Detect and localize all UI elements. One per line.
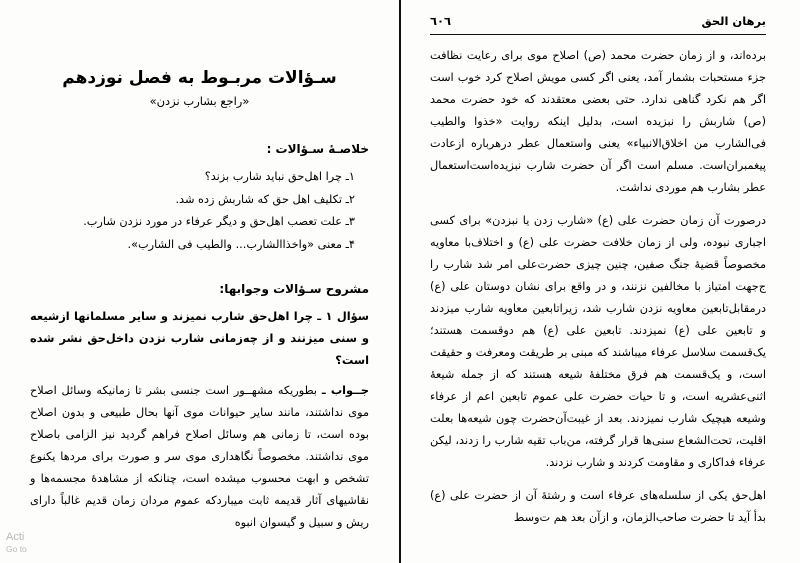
question-text: سؤال ۱ ـ چرا اهل‌حق شارب نمیزند و سایر مسلمانها ازشیعه و سنی میزنند و از چه‌زمانی شارب نزدن داخل‌حق نشر شده است؟	[30, 309, 369, 367]
list-item: ۱ـ چرا اهل‌حق نباید شارب بزند؟	[204, 170, 355, 183]
answer-body-text: بطوریکه مشهــور است جنسی بشر تا زمانیکه وسائل اصلاح موی نداشتند، مانند سایر حیوانات موی آنها بحال طبیعی و بدون اصلاح بوده است، تا زمانی هم وسائل اصلاح فراهم گردید نیز الزامی باصلاح موی نداشتند. مخصوصاً نگاهداری موی سر و صورت برای مردها یکنوع تشخص و ابهت محسوب میشده است، چنانکه از مشاهدهٔ مجسمه‌ها و نقاشیهای آثار قدیمه ثابت میباردکه عموم مردان زمان قدیم غالباً دارای ریش و سبیل و گیسوان انبوه	[30, 384, 369, 530]
list-item: ۳ـ علت تعصب اهل‌حق و دیگر عرفاء در مورد نزدن شارب.	[83, 215, 355, 229]
chapter-title: سـؤالات مربـوط به فصل نوزدهم	[62, 68, 337, 88]
chapter-subtitle: «راجع بشارب نزدن»	[149, 94, 250, 108]
paragraph: برده‌اند، و از زمان حضرت محمد (ص) اصلاح موی برای رعایت نظافت جزء مستحبات بشمار آمد، یعنی اگر کسی مویش اصلاح کرد خوب است اگر هم نکرد گناهی ندارد. حتی بعضی معتقدند که خود حضرت محمد (ص) شاربش را نبزیده است، بدلیل اینکه روایت «خذوا والطیب فی‌الشارب من اخلاق‌الانبیاء» یعنی واستعمال عطر درهرباره ازعادت پیغمبران‌است. مسلم است اگر آن حضرت شارب نبزیده‌است‌استعمال عطر بشارب هم موردی نداشت.	[430, 49, 766, 195]
paragraph: اهل‌حق یکی از سلسله‌های عرفاء است و رشتهٔ آن از حضرت علی (ع) بدأ آید تا حضرت صاحب‌الزمان، و ازآن بعد هم ت‌وسط	[430, 489, 766, 525]
left-page	[0, 0, 399, 563]
page-gutter-divider	[399, 0, 401, 563]
summary-heading: خلاصـهٔ سـؤالات :	[266, 142, 369, 156]
answer-paragraph	[30, 380, 369, 534]
list-item: ۲ـ تکلیف اهل حق که شاربش زده شد.	[175, 192, 355, 206]
book-title: برهان الحق	[701, 14, 766, 28]
header-rule	[430, 34, 766, 35]
activation-line-2: Go to	[6, 544, 27, 555]
activation-line-1: Acti	[6, 530, 25, 543]
summary-question-list	[30, 166, 369, 256]
detail-heading: مشروح سـؤالات وجوابها:	[219, 282, 369, 297]
right-page-running-head	[430, 14, 766, 28]
paragraph: درصورت آن زمان حضرت علی (ع) «شارب زدن یا نبزدن» برای کسی اجباری نبوده، ولی از زمان خلافت حضرت علی (ع) و اختلاف‌با معاویه مخصوصاً قضیهٔ جنگ صفین، چنین چیزی حضرت‌علی امر شد شارب را ج‌جهت امتیاز با مخالفین نزنند، و در واقع برای نشان دوستان علی (ع) درمقابل‌تابعین معاویه نزدن شارب شد، زیرا‌تابعین معاویه شارب میزدند و تابعین علی (ع) نمیزدند. تابعین علی (ع) هم دوقسمت هستند؛ یک‌قسمت سلاسل عرفاء میباشند که مبنی بر طریقت ومعرفت و حقیقت است، و یک‌قسمت هم فرق مختلفهٔ شیعه هستند که از جمله شیعهٔ اثنی‌عشریه است، و تا حیات حضرت علی عموم تابعین اعم از عرفاء و‌شیعه هیچیک شارب نمیزدند. بعد از غیبت‌آن‌حضرت چون شیعه‌ها بعلت اقلیت، تحت‌الشعاع سنی‌ها قرار گرفته، من‌باب تقیه شارب را زدند، لیکن عرفاء فداکاری و مقاومت کردند و شارب نزدند.	[430, 214, 766, 470]
right-page	[404, 0, 800, 563]
activation-watermark	[6, 531, 27, 555]
page-number: ٦٠٦	[430, 14, 452, 28]
list-item: ۴ـ معنی «واخذاالشارب... والطیب فی الشارب».	[127, 237, 355, 251]
answer-lead-label: جــواب ـ	[321, 384, 369, 398]
